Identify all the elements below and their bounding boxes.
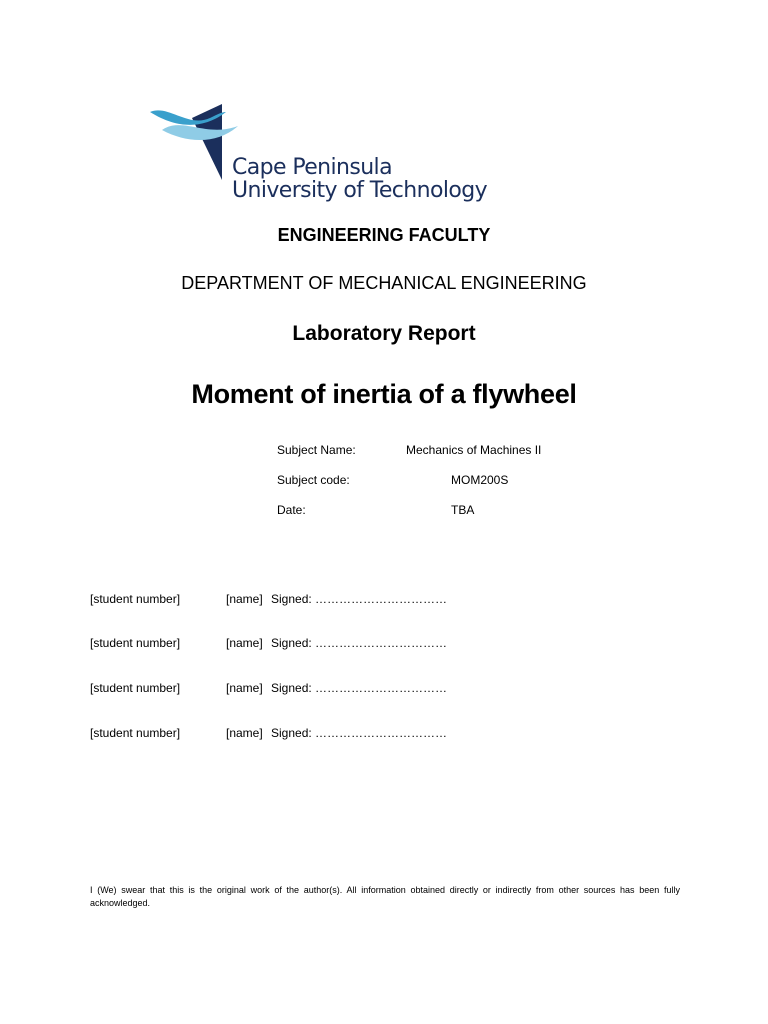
student-number: [student number]	[90, 592, 181, 606]
signature-line: Signed: ……………………………	[271, 681, 448, 695]
declaration-text: I (We) swear that this is the original work of the author(s). All information obtained directly or indirectly from other sources has been fully acknowledged.	[90, 885, 680, 908]
signature-line: Signed: ……………………………	[271, 592, 448, 606]
signature-line: Signed: ……………………………	[271, 726, 448, 740]
department-heading: DEPARTMENT OF MECHANICAL ENGINEERING	[181, 273, 587, 293]
report-type-heading: Laboratory Report	[292, 322, 476, 345]
student-number: [student number]	[90, 636, 181, 650]
student-number: [student number]	[90, 681, 181, 695]
student-name: [name]	[226, 592, 263, 606]
student-name: [name]	[226, 681, 263, 695]
logo-wordmark	[232, 156, 487, 202]
subject-name-value: Mechanics of Machines II	[406, 443, 542, 457]
date-value: TBA	[451, 503, 475, 517]
university-logo	[148, 104, 488, 214]
faculty-heading: ENGINEERING FACULTY	[277, 225, 491, 245]
report-title: Moment of inertia of a flywheel	[191, 379, 577, 409]
subject-code-label: Subject code:	[277, 473, 350, 487]
logo-line-2: University of Technology	[232, 178, 488, 203]
subject-name-label: Subject Name:	[277, 443, 356, 457]
student-name: [name]	[226, 726, 263, 740]
date-label: Date:	[277, 503, 306, 517]
subject-code-value: MOM200S	[451, 473, 509, 487]
student-name: [name]	[226, 636, 263, 650]
logo-line-1: Cape Peninsula	[232, 155, 392, 180]
signature-line: Signed: ……………………………	[271, 636, 448, 650]
student-number: [student number]	[90, 726, 181, 740]
